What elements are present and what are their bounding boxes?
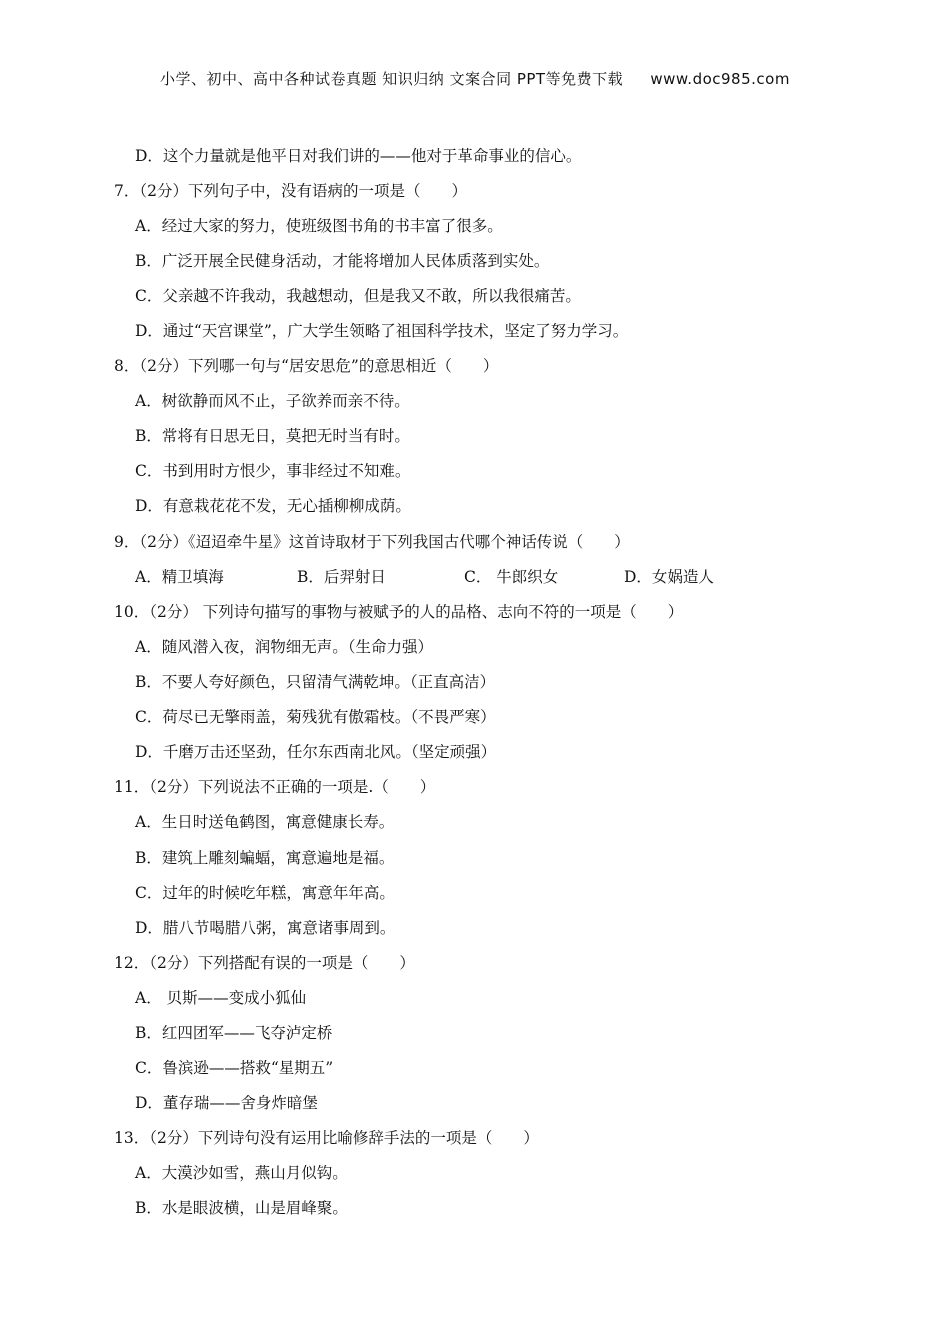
question-10-stem: 10．（2分） 下列诗句描写的事物与被赋予的人的品格、志向不符的一项是（ ） xyxy=(114,603,684,621)
question-13-option-b: B．水是眼波横，山是眉峰聚。 xyxy=(135,1199,348,1217)
question-9-option-a: A．精卫填海 xyxy=(135,568,224,586)
question-9-stem: 9．（2分）《迢迢牵牛星》这首诗取材于下列我国古代哪个神话传说（ ） xyxy=(114,533,630,551)
prev-option-d: D．这个力量就是他平日对我们讲的——他对于革命事业的信心。 xyxy=(135,147,582,165)
question-12-option-b: B．红四团军——飞夺泸定桥 xyxy=(135,1024,333,1042)
question-10-option-d: D．千磨万击还坚劲，任尔东西南北风。（坚定顽强） xyxy=(135,743,497,761)
question-11-option-a: A．生日时送龟鹤图，寓意健康长寿。 xyxy=(135,813,395,831)
question-7-option-b: B．广泛开展全民健身活动，才能将增加人民体质落到实处。 xyxy=(135,252,550,270)
question-8-option-b: B．常将有日思无日，莫把无时当有时。 xyxy=(135,427,410,445)
question-9-option-d: D．女娲造人 xyxy=(624,568,714,586)
question-7-option-d: D．通过“天宫课堂”，广大学生领略了祖国科学技术，坚定了努力学习。 xyxy=(135,322,629,340)
question-13-option-a: A．大漠沙如雪，燕山月似钩。 xyxy=(135,1164,348,1182)
question-12-option-d: D．董存瑞——舍身炸暗堡 xyxy=(135,1094,318,1112)
question-10-option-a: A．随风潜入夜，润物细无声。（生命力强） xyxy=(135,638,433,656)
page-header xyxy=(0,68,950,89)
question-10-option-b: B．不要人夸好颜色，只留清气满乾坤。（正直高洁） xyxy=(135,673,496,691)
question-12-stem: 12．（2分）下列搭配有误的一项是（ ） xyxy=(114,954,415,972)
question-12-option-a: A． 贝斯——变成小狐仙 xyxy=(135,989,307,1007)
question-7-stem: 7．（2分）下列句子中，没有语病的一项是（ ） xyxy=(114,182,467,200)
question-8-option-d: D．有意栽花花不发，无心插柳柳成荫。 xyxy=(135,497,411,515)
question-12-option-c: C．鲁滨逊——搭救“星期五” xyxy=(135,1059,334,1077)
question-10-option-c: C．荷尽已无擎雨盖，菊残犹有傲霜枝。（不畏严寒） xyxy=(135,708,496,726)
question-8-stem: 8．（2分）下列哪一句与“居安思危”的意思相近（ ） xyxy=(114,357,499,375)
question-11-option-c: C．过年的时候吃年糕，寓意年年高。 xyxy=(135,884,395,902)
question-11-option-b: B．建筑上雕刻蝙蝠，寓意遍地是福。 xyxy=(135,849,395,867)
question-9-option-c: C． 牛郎织女 xyxy=(464,568,559,586)
question-7-option-a: A．经过大家的努力，使班级图书角的书丰富了很多。 xyxy=(135,217,503,235)
header-text: 小学、初中、高中各种试卷真题 知识归纳 文案合同 PPT等免费下载 xyxy=(160,70,624,88)
question-13-stem: 13．（2分）下列诗句没有运用比喻修辞手法的一项是（ ） xyxy=(114,1129,539,1147)
question-8-option-c: C．书到用时方恨少，事非经过不知难。 xyxy=(135,462,411,480)
header-site-link[interactable]: www.doc985.com xyxy=(650,70,790,88)
question-8-option-a: A．树欲静而风不止，子欲养而亲不待。 xyxy=(135,392,410,410)
question-9-option-b: B．后羿射日 xyxy=(297,568,386,586)
question-11-stem: 11．（2分）下列说法不正确的一项是.（ ） xyxy=(114,778,436,796)
question-11-option-d: D．腊八节喝腊八粥，寓意诸事周到。 xyxy=(135,919,396,937)
question-7-option-c: C．父亲越不许我动，我越想动，但是我又不敢，所以我很痛苦。 xyxy=(135,287,581,305)
